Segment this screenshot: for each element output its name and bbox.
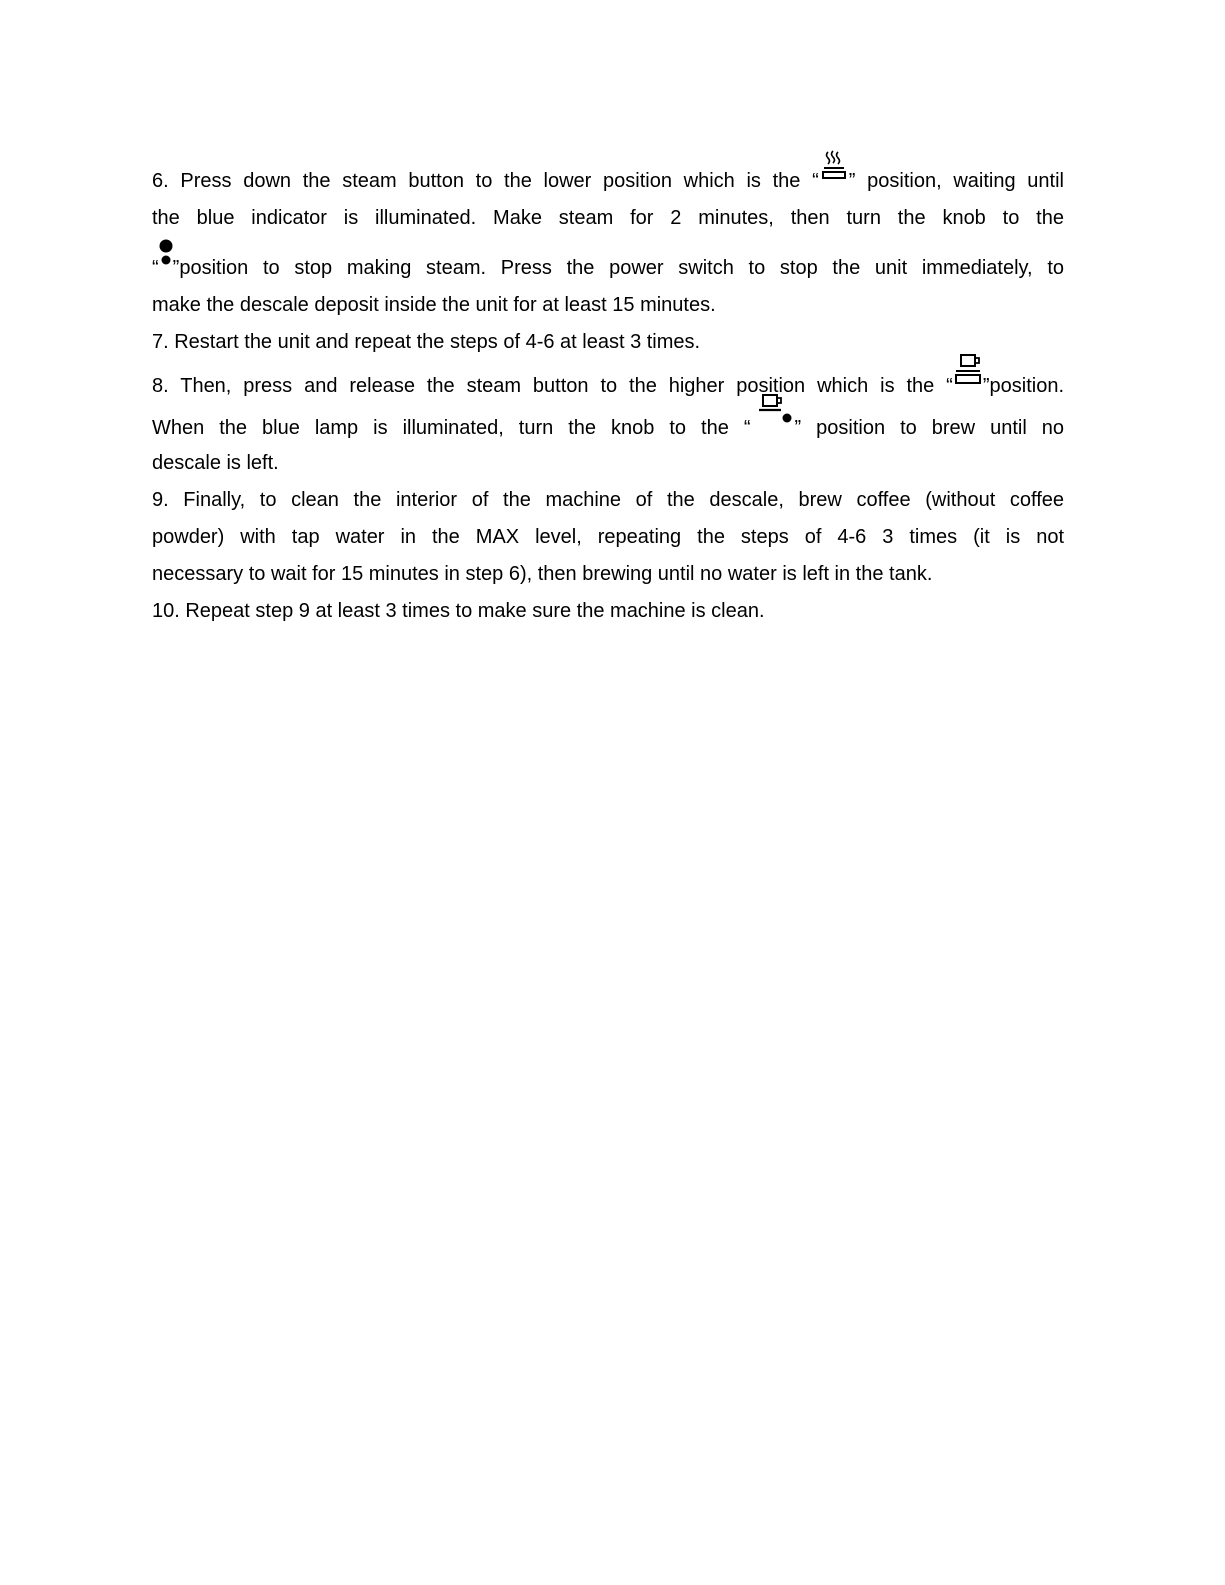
stop-position-icon (159, 254, 173, 274)
step-8-line-2: When the blue lamp is illuminated, turn the knob to the “ ” position to brew until no (152, 403, 1064, 445)
step-9-line-3: necessary to wait for 15 minutes in step 6), then brewing until no water is left in the tank. (152, 563, 933, 585)
step-9-line-2: powder) with tap water in the MAX level, repeating the steps of 4-6 3 times (it is not (152, 526, 1064, 548)
steam-position-icon (819, 167, 849, 187)
step-8-line-3: descale is left. (152, 452, 279, 474)
instructions-page (152, 150, 1064, 630)
step-10-line-1: 10. Repeat step 9 at least 3 times to make sure the machine is clean. (152, 600, 765, 622)
step-7-line-1: 7. Restart the unit and repeat the steps of 4-6 at least 3 times. (152, 331, 701, 353)
step-6-line-3: “ ”position to stop making steam. Press the power switch to stop the unit immediately, to (152, 237, 1064, 287)
step-6-line-1: 6. Press down the steam button to the lower position which is the “ ” position, waiting until (152, 150, 1064, 200)
cup-position-icon (953, 372, 983, 392)
step-6-line-2: the blue indicator is illuminated. Make steam for 2 minutes, then turn the knob to the (152, 207, 1064, 229)
step-6-line-4: make the descale deposit inside the unit for at least 15 minutes. (152, 294, 716, 316)
step-9-line-1: 9. Finally, to clean the interior of the machine of the descale, brew coffee (without coffee (152, 489, 1064, 511)
step-8-line-1: 8. Then, press and release the steam button to the higher position which is the “ ”position. (152, 361, 1064, 403)
brew-position-icon (751, 414, 795, 434)
